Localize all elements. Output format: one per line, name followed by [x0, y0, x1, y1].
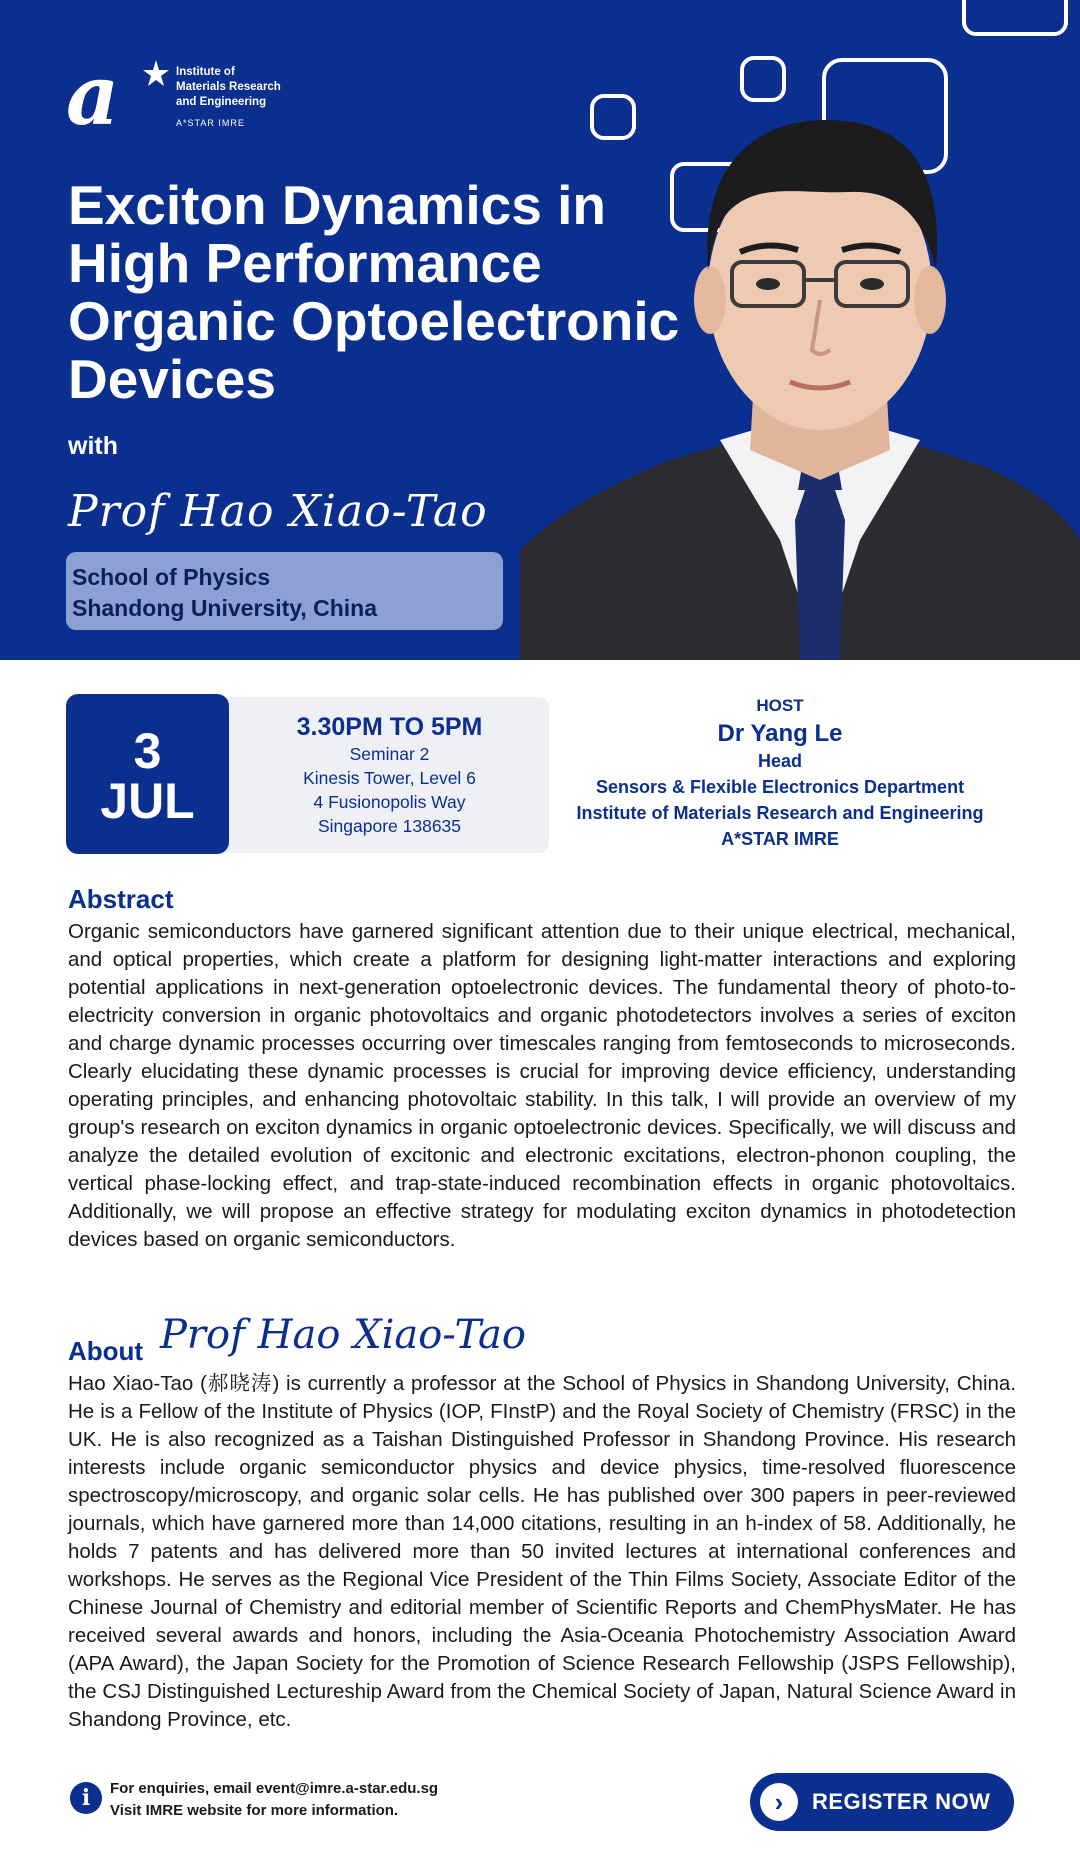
host-department: Sensors & Flexible Electronics Department [595, 777, 965, 797]
org-name [176, 65, 281, 110]
speaker-affiliation [66, 552, 503, 630]
decor-square-2 [740, 56, 786, 102]
org-name-line: and Engineering [176, 96, 267, 108]
event-day: 3 [133, 723, 162, 779]
decor-square-1 [962, 0, 1068, 36]
host-name: Dr Yang Le [717, 720, 843, 747]
host-role: Head [757, 751, 802, 771]
event-date [66, 694, 229, 854]
host-label: HOST [756, 696, 804, 715]
org-subname: A*STAR IMRE [176, 118, 245, 128]
affiliation-line: Shandong University, China [72, 595, 377, 621]
event-time: 3.30PM TO 5PM [296, 713, 483, 741]
abstract-text: Organic semiconductors have garnered significant attention due to their unique electrical, mechanical, and optical properties, which create a platform for designing light-matter interactions and exploring potential applications in next-generation optoelectronic devices. The fundamental theory of photo-to-electricity conversion in organic photovoltaics and organic photodetectors involves a series of exciton and charge dynamic processes occurring over timescales ranging from femtoseconds to microseconds. Clearly elucidating these dynamic processes is crucial for improving device efficiency, understanding operating principles, and enhancing photovoltaic stability. In this talk, I will provide an overview of my group's research on exciton dynamics in organic optoelectronic devices. Specifically, we will discuss and analyze the detailed evolution of excitonic and electronic excitations, electron-phonon coupling, the vertical phase-locking effect, and trap-state-induced recombination effects in organic photovoltaics. Additionally, we will propose an effective strategy for modulating exciton dynamics in photodetection devices based on organic semiconductors. [68, 920, 1016, 1251]
info-icon: i [70, 1782, 102, 1814]
org-name-line: Institute of [176, 66, 235, 78]
svg-text:a: a [66, 52, 120, 142]
event-title: Exciton Dynamics in High Performance Organic Optoelectronic Devices [68, 174, 680, 410]
chevron-right-icon: › [760, 1783, 798, 1821]
register-label: REGISTER NOW [812, 1789, 991, 1814]
footer-info [110, 1778, 438, 1822]
with-label: with [68, 432, 118, 460]
register-now-button[interactable] [750, 1773, 1014, 1831]
about-speaker-name: Prof Hao Xiao-Tao [160, 1312, 526, 1358]
enquiry-text: For enquiries, email event@imre.a-star.edu.sg [110, 1780, 439, 1797]
about-heading: About [68, 1336, 144, 1366]
time-venue-box [200, 697, 549, 853]
affiliation-line: School of Physics [72, 564, 271, 590]
host-block [540, 696, 1020, 852]
venue-line: Seminar 2 [349, 744, 430, 764]
venue-line: 4 Fusionopolis Way [313, 792, 466, 812]
org-name-line: Materials Research [176, 81, 281, 93]
website-text: Visit IMRE website for more information. [110, 1802, 399, 1819]
about-text: Hao Xiao-Tao (郝晓涛) is currently a professor at the School of Physics in Shandong University, China. He is a Fellow of the Institute of Physics (IOP, FInstP) and the Royal Society of Chemistry (FRSC) in the UK. He is also recognized as a Taishan Distinguished Professor in Shandong Province. His research interests include organic semiconductor physics and device physics, time-resolved fluorescence spectroscopy/microscopy, and organic solar cells. He has published over 300 papers in peer-reviewed journals, which have garnered more than 14,000 citations, resulting in an h-index of 58. Additionally, he holds 7 patents and has delivered more than 50 invited lectures at international conferences and workshops. He serves as the Regional Vice President of the Thin Films Society, Associate Editor of the Chinese Journal of Chemistry and editorial member of Scientific Reports and ChemPhysMater. He has received several awards and honors, including the Asia-Oceania Photochemistry Association Award (APA Award), the Japan Society for the Promotion of Science Research Fellowship (JSPS Fellowship), the CSJ Distinguished Lectureship Award from the Chemical Society of Japan, Natural Science Award in Shandong Province, etc. [68, 1372, 1016, 1731]
abstract-heading: Abstract [68, 884, 174, 914]
host-institute: Institute of Materials Research and Engineering [576, 803, 984, 823]
event-month: JUL [100, 773, 195, 829]
hero-banner [0, 0, 1080, 660]
venue-line: Singapore 138635 [317, 816, 462, 836]
host-org: A*STAR IMRE [721, 829, 839, 849]
speaker-photo [520, 120, 1080, 660]
speaker-name: Prof Hao Xiao-Tao [68, 486, 488, 537]
venue-line: Kinesis Tower, Level 6 [303, 768, 476, 788]
